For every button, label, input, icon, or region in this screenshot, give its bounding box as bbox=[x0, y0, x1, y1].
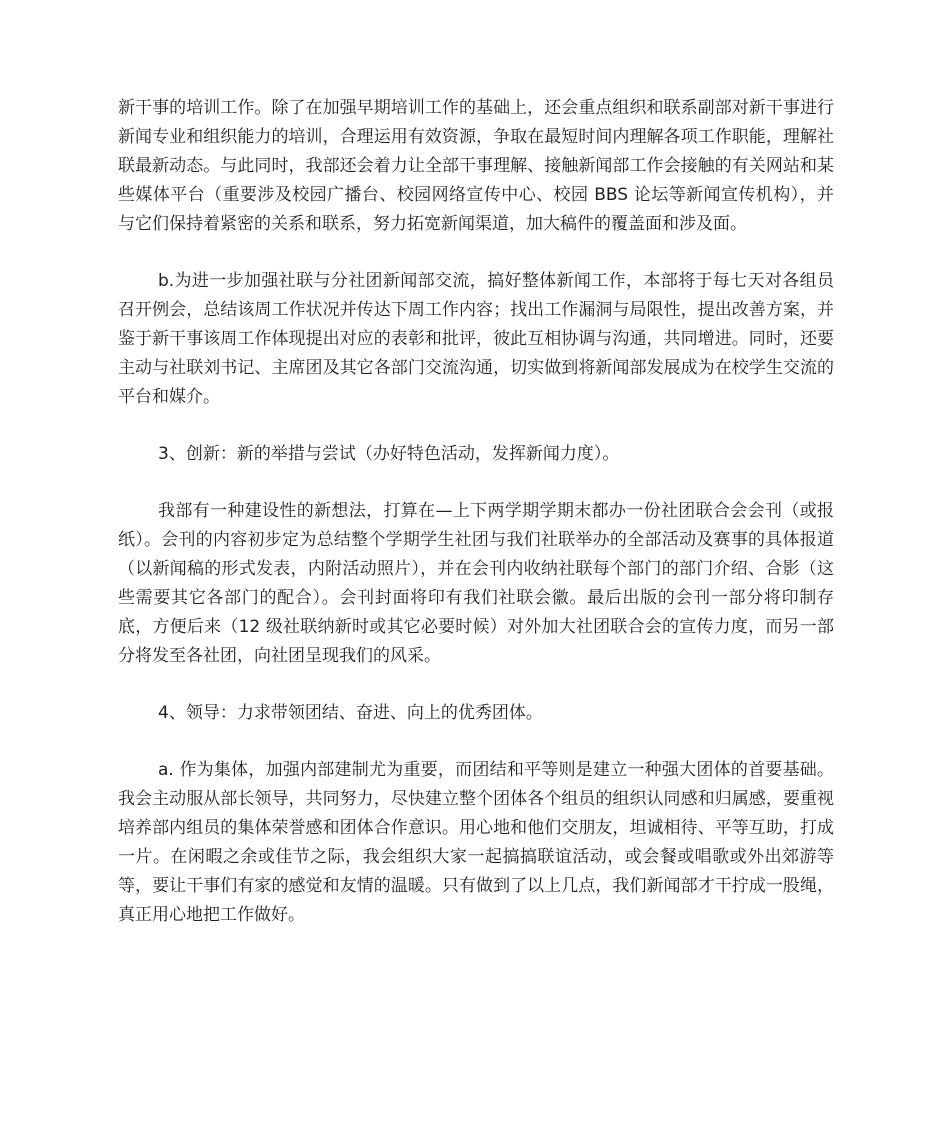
section-heading-leadership: 4、领导：力求带领团结、奋进、向上的优秀团体。 bbox=[158, 703, 543, 723]
section-heading-innovation: 3、创新：新的举措与尝试（办好特色活动，发挥新闻力度）。 bbox=[158, 444, 620, 464]
paragraph-training-continuation: 新干事的培训工作。除了在加强早期培训工作的基础上，还会重点组织和联系副部对新干事进行新闻专业和组织能力的培训，合理运用有效资源，争取在最短时间内理解各项工作职能，理解社联最新动态。与此同时，我部还会着力让全部干事理解、接触新闻部工作会接触的有关网站和某些媒体平台（重要涉及校园广播台、校园网络宣传中心、校园 BBS 论坛等新闻宣传机构），并与它们保持着紧密的关系和联系，努力拓宽新闻渠道，加大稿件的覆盖面和涉及面。 bbox=[118, 98, 834, 234]
paragraph-journal-plan: 我部有一种建设性的新想法，打算在—上下两学期学期末都办一份社团联合会会刊（或报纸）。会刊的内容初步定为总结整个学期学生社团与我们社联举办的全部活动及赛事的具体报道（以新闻稿的形式发表，内附活动照片），并在会刊内收纳社联每个部门的部门介绍、合影（这些需要其它各部门的配合）。会刊封面将印有我们社联会徽。最后出版的会刊一部分将印制存底，方便后来（12 级社联纳新时或其它必要时候）对外加大社团联合会的宣传力度，而另一部分将发至各社团，向社团呈现我们的风采。 bbox=[118, 501, 834, 666]
paragraph-weekly-meeting: b.为进一步加强社联与分社团新闻部交流，搞好整体新闻工作，本部将于每七天对各组员召开例会，总结该周工作状况并传达下周工作内容；找出工作漏洞与局限性，提出改善方案，并鉴于新干事该周工作体现提出对应的表彰和批评，彼此互相协调与沟通，共同增进。同时，还要主动与社联刘书记、主席团及其它各部门交流沟通，切实做到将新闻部发展成为在校学生交流的平台和媒介。 bbox=[118, 271, 834, 407]
paragraph-team-building: a. 作为集体，加强内部建制尤为重要，而团结和平等则是建立一种强大团体的首要基础。我会主动服从部长领导，共同努力，尽快建立整个团体各个组员的组织认同感和归属感，要重视培养部内组员的集体荣誉感和团体合作意识。用心地和他们交朋友，坦诚相待、平等互助，打成一片。在闲暇之余或佳节之际，我会组织大家一起搞搞联谊活动，或会餐或唱歌或外出郊游等等，要让干事们有家的感觉和友情的温暖。只有做到了以上几点，我们新闻部才干拧成一股绳，真正用心地把工作做好。 bbox=[118, 760, 834, 925]
document-page bbox=[118, 94, 834, 958]
